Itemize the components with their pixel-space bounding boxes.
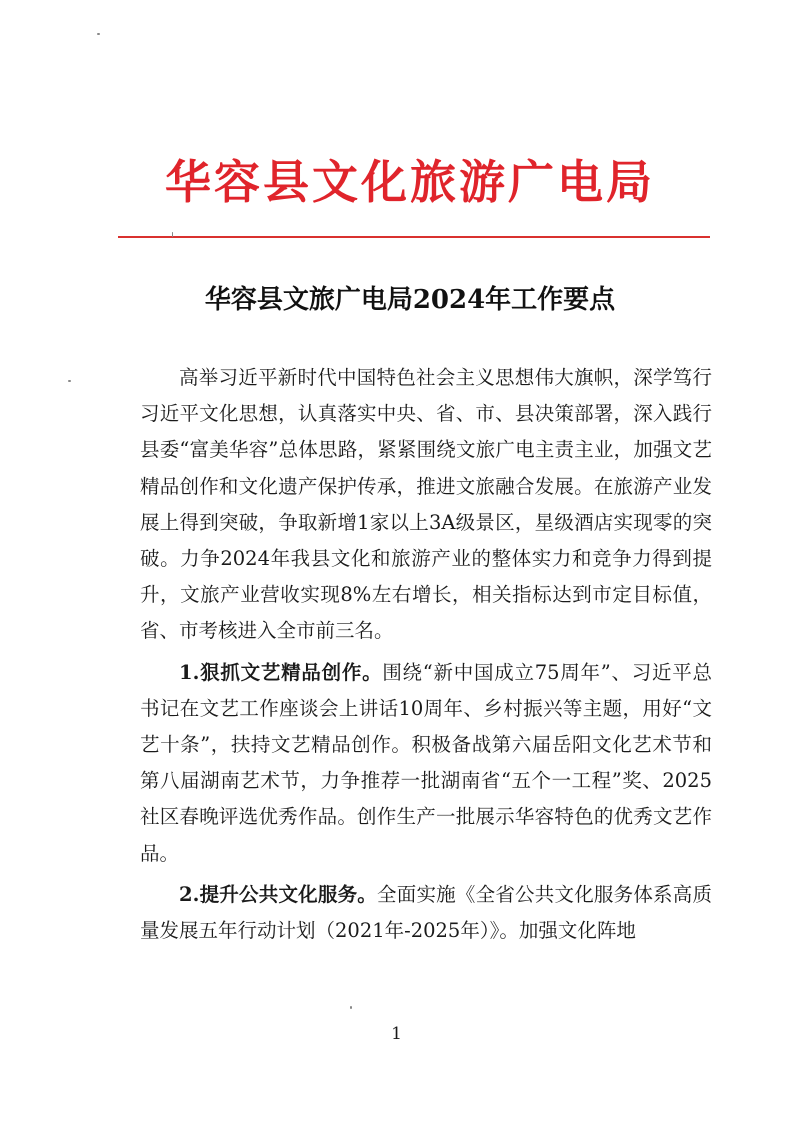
- intro-paragraph: 高举习近平新时代中国特色社会主义思想伟大旗帜，深学笃行习近平文化思想，认真落实中央、省、市、县决策部署，深入践行县委“富美华容”总体思路，紧紧围绕文旅广电主责主业，加强文艺精品创作和文化遗产保护传承，推进文旅融合发展。在旅游产业发展上得到突破，争取新增1家以上3A级景区，星级酒店实现零的突破。力争2024年我县文化和旅游产业的整体实力和竞争力得到提升，文旅产业营收实现8%左右增长，相关指标达到市定目标值，省、市考核进入全市前三名。: [140, 366, 712, 643]
- scan-speck: [172, 232, 173, 237]
- letterhead-title: 华容县文化旅游广电局: [165, 155, 655, 209]
- page-number: 1: [391, 1024, 402, 1044]
- section-text-1: 围绕“新中国成立75周年”、习近平总书记在文艺工作座谈会上讲话10周年、乡村振兴等主题，用好“文艺十条”，扶持文艺精品创作。积极备战第六届岳阳文化艺术节和第八届湖南艺术节，力争推荐一批湖南省“五个一工程”奖、2025社区春晚评选优秀作品。创作生产一批展示华容特色的优秀文艺作品。: [140, 660, 712, 865]
- scan-speck: [350, 1006, 352, 1009]
- section-text-2: 全面实施《全省公共文化服务体系高质量发展五年行动计划（2021年-2025年）》。加强文化阵地: [140, 882, 712, 943]
- letterhead-red-rule: [118, 236, 710, 238]
- section-heading-2: 2.提升公共文化服务。: [179, 882, 378, 906]
- document-body: [140, 360, 712, 954]
- scan-speck: [97, 33, 100, 35]
- section-heading-1: 1.狠抓文艺精品创作。: [179, 660, 383, 684]
- scan-speck: [68, 380, 71, 382]
- section-paragraph-1: [140, 655, 712, 872]
- document-title: 华容县文旅广电局2024年工作要点: [204, 285, 616, 315]
- section-paragraph-2: [140, 877, 712, 949]
